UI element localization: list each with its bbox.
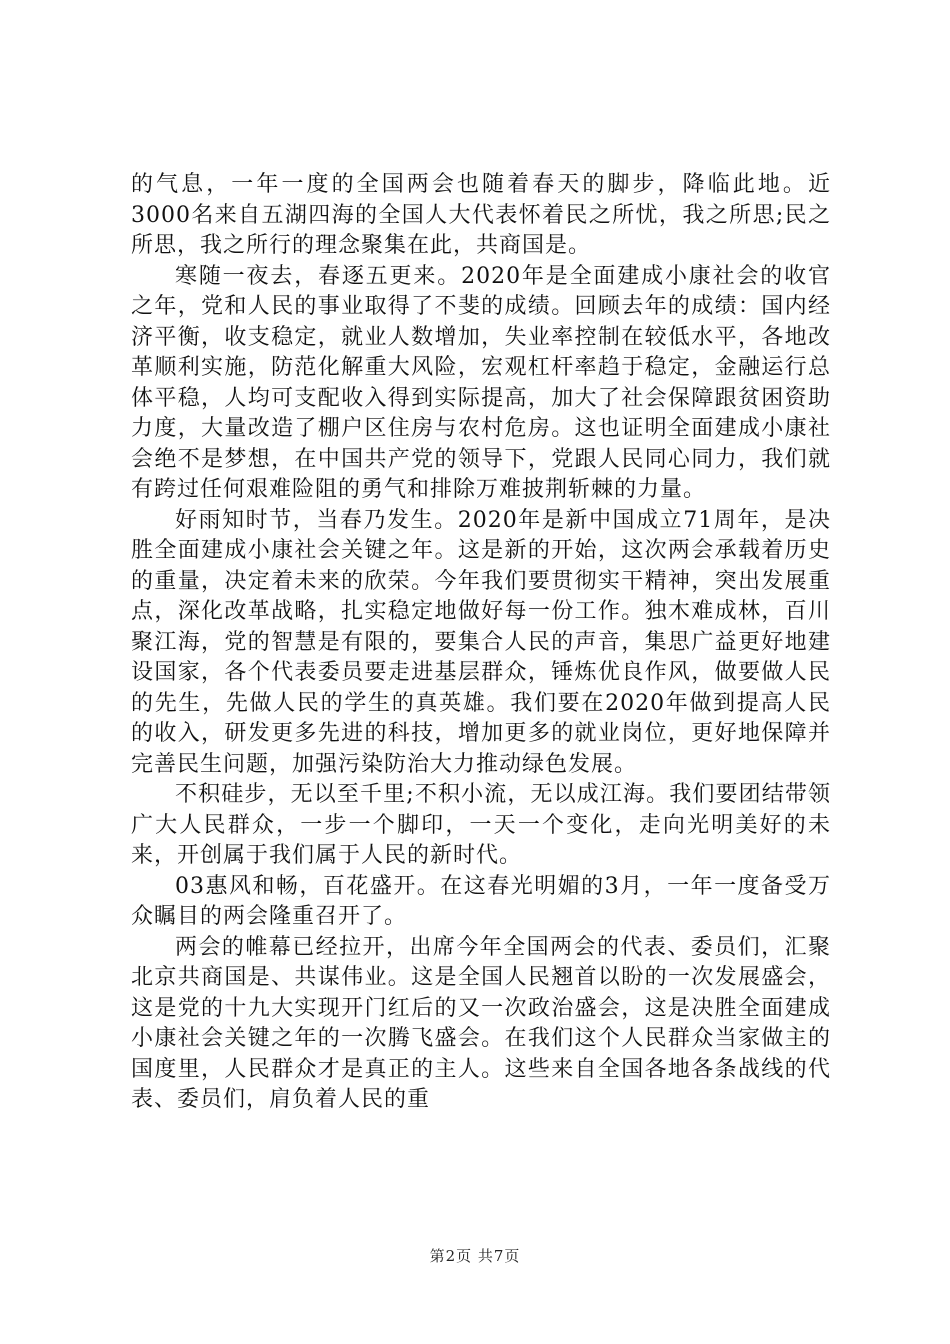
- paragraph-4: 不积硅步，无以至千里;不积小流，无以成江海。我们要团结带领广大人民群众，一步一个脚印，一天一个变化，走向光明美好的未来，开创属于我们属于人民的新时代。: [131, 782, 831, 868]
- document-body: [131, 170, 831, 1116]
- paragraph-3: 好雨知时节，当春乃发生。2020年是新中国成立71周年，是决胜全面建成小康社会关键之年。这是新的开始，这次两会承载着历史的重量，决定着未来的欣荣。今年我们要贯彻实干精神，突出发展重点，深化改革战略，扎实稳定地做好每一份工作。独木难成林，百川聚江海，党的智慧是有限的，要集合人民的声音，集思广益更好地建设国家，各个代表委员要走进基层群众，锤炼优良作风，做要做人民的先生，先做人民的学生的真英雄。我们要在2020年做到提高人民的收入，研发更多先进的科技，增加更多的就业岗位，更好地保障并完善民生问题，加强污染防治大力推动绿色发展。: [131, 507, 831, 777]
- page-number-footer: 第2页 共7页: [429, 1247, 521, 1265]
- paragraph-1: 的气息，一年一度的全国两会也随着春天的脚步，降临此地。近3000名来自五湖四海的全国人大代表怀着民之所忧，我之所思;民之所思，我之所行的理念聚集在此，共商国是。: [131, 172, 831, 258]
- paragraph-5: 03惠风和畅，百花盛开。在这春光明媚的3月，一年一度备受万众瞩目的两会隆重召开了。: [131, 873, 831, 929]
- paragraph-2: 寒随一夜去，春逐五更来。2020年是全面建成小康社会的收官之年，党和人民的事业取得了不斐的成绩。回顾去年的成绩：国内经济平衡，收支稳定，就业人数增加，失业率控制在较低水平，各地改革顺利实施，防范化解重大风险，宏观杠杆率趋于稳定，金融运行总体平稳，人均可支配收入得到实际提高，加大了社会保障跟贫困资助力度，大量改造了棚户区住房与农村危房。这也证明全面建成小康社会绝不是梦想，在中国共产党的领导下，党跟人民同心同力，我们就有跨过任何艰难险阻的勇气和排除万难披荆斩棘的力量。: [131, 263, 831, 502]
- paragraph-6: 两会的帷幕已经拉开，出席今年全国两会的代表、委员们，汇聚北京共商国是、共谋伟业。这是全国人民翘首以盼的一次发展盛会，这是党的十九大实现开门红后的又一次政治盛会，这是决胜全面建成小康社会关键之年的一次腾飞盛会。在我们这个人民群众当家做主的国度里，人民群众才是真正的主人。这些来自全国各地各条战线的代表、委员们，肩负着人民的重: [131, 934, 831, 1112]
